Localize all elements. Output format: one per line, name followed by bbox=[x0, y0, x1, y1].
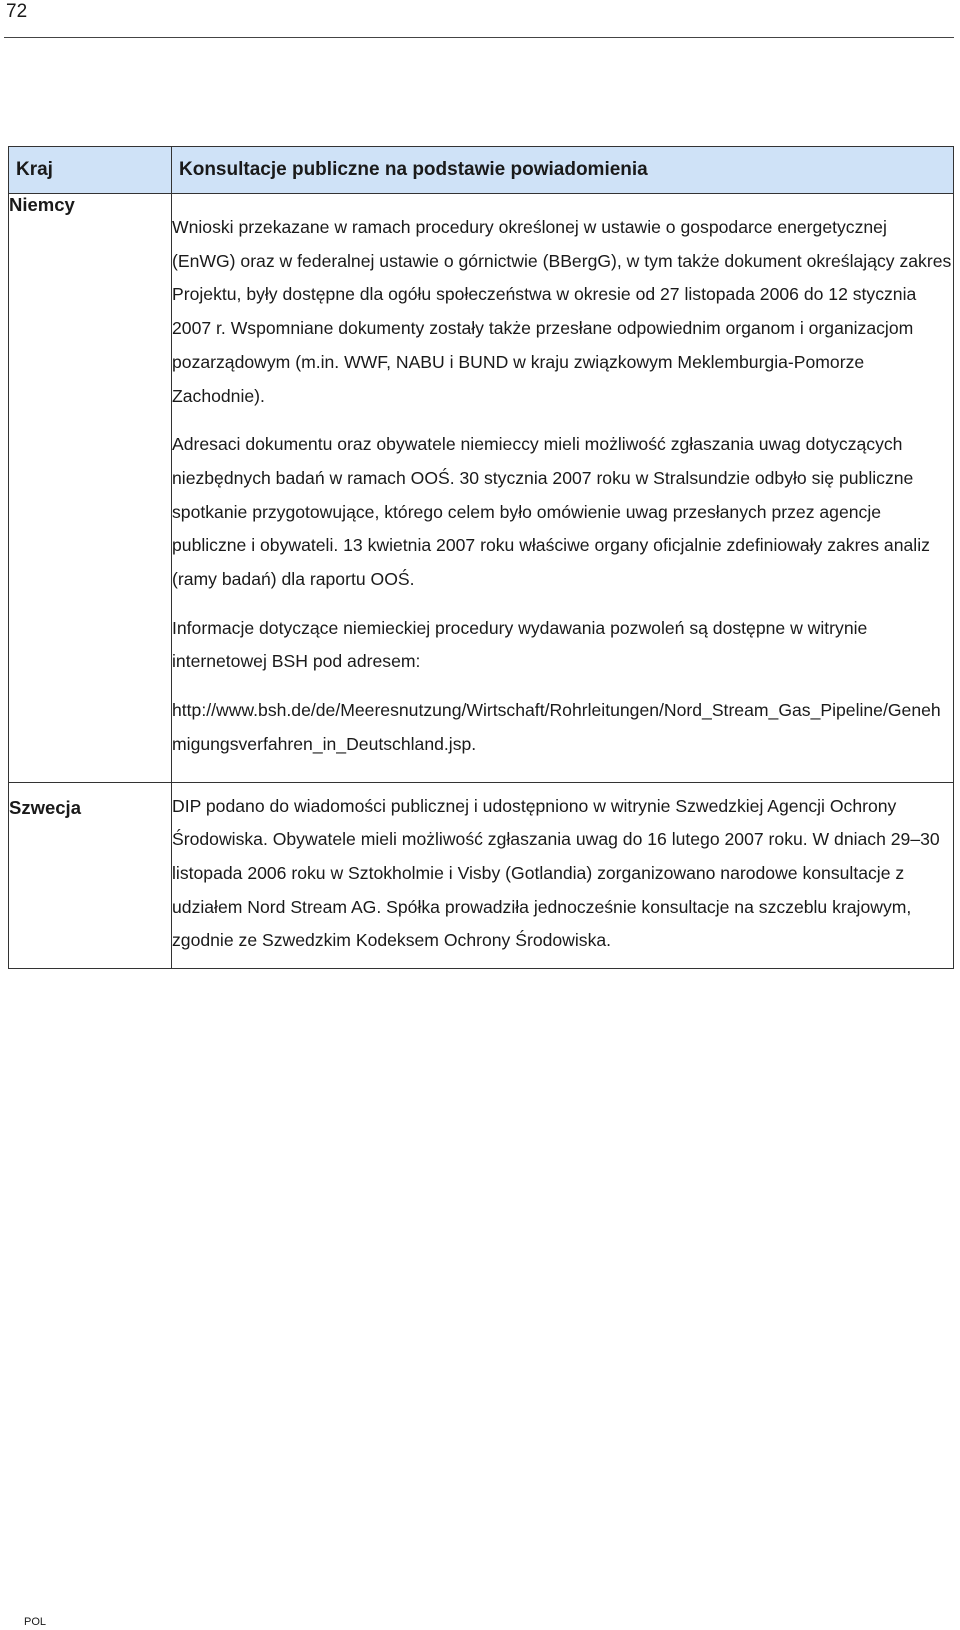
url-text: http://www.bsh.de/de/Meeresnutzung/Wirtschaft/Rohrleitungen/Nord_Stream_Gas_Pipeline/Genehmigungsverfahren_in_Deutschland.jsp. bbox=[172, 700, 941, 754]
description-cell bbox=[172, 782, 954, 969]
header-rule bbox=[4, 37, 954, 38]
table-row bbox=[9, 194, 954, 783]
country-cell: Szwecja bbox=[9, 782, 172, 969]
country-cell: Niemcy bbox=[9, 194, 172, 783]
page-number: 72 bbox=[6, 1, 28, 22]
table-row bbox=[9, 782, 954, 969]
consultation-table bbox=[8, 146, 954, 969]
paragraph: DIP podano do wiadomości publicznej i udostępniono w witrynie Szwedzkiej Agencji Ochrony Środowiska. Obywatele mieli możliwość zgłaszania uwag do 16 lutego 2007 roku. W dniach 29–30 listopada 2006 roku w Sztokholmie i Visby (Gotlandia) zorganizowano narodowe konsultacje z udziałem Nord Stream AG. Spółka prowadziła jednocześnie konsultacje na szczeblu krajowym, zgodnie ze Szwedzkim Kodeksem Ochrony Środowiska. bbox=[172, 795, 940, 951]
paragraph: Adresaci dokumentu oraz obywatele niemieccy mieli możliwość zgłaszania uwag dotyczących niezbędnych badań w ramach OOŚ. 30 stycznia 2007 roku w Stralsundzie odbyło się publiczne spotkanie przygotowujące, którego celem było omówienie uwag przesłanych przez agencje publiczne i obywateli. 13 kwietnia 2007 roku właściwe organy oficjalnie zdefiniowały zakres analiz (ramy badań) dla raportu OOŚ. bbox=[172, 434, 930, 590]
paragraph: Informacje dotyczące niemieckiej procedury wydawania pozwoleń są dostępne w witrynie internetowej BSH pod adresem: bbox=[172, 617, 868, 672]
table-header-row bbox=[9, 147, 954, 194]
column-header-country: Kraj bbox=[9, 147, 172, 194]
footer-language-code: POL bbox=[24, 1616, 47, 1628]
description-cell bbox=[172, 194, 954, 783]
column-header-description: Konsultacje publiczne na podstawie powiadomienia bbox=[172, 147, 954, 194]
paragraph: Wnioski przekazane w ramach procedury określonej w ustawie o gospodarce energetycznej (EnWG) oraz w federalnej ustawie o górnictwie (BBergG), w tym także dokument określający zakres Projektu, były dostępne dla ogółu społeczeństwa w okresie od 27 listopada 2006 do 12 stycznia 2007 r. Wspomniane dokumenty zostały także przesłane odpowiednim organom i organizacjom pozarządowym (m.in. WWF, NABU i BUND w kraju związkowym Meklemburgia-Pomorze Zachodnie). bbox=[172, 217, 952, 406]
